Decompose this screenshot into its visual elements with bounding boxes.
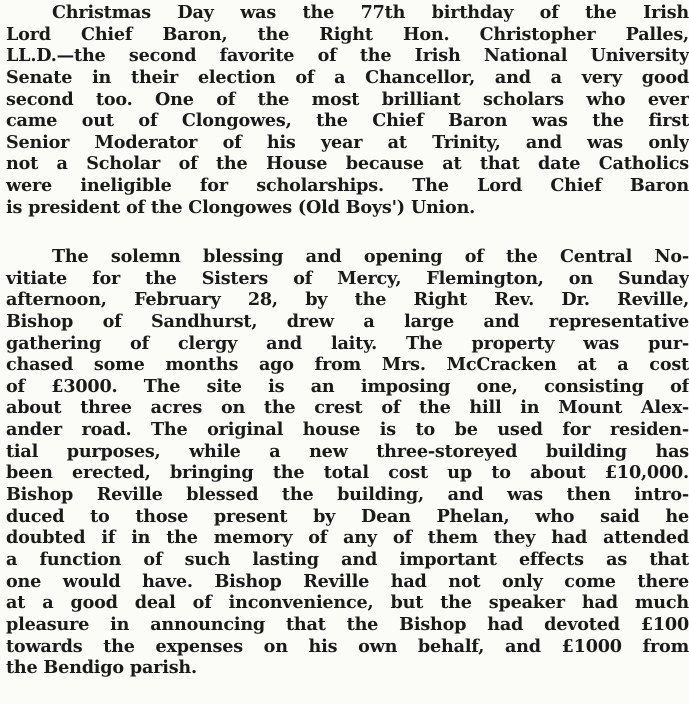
text-line: tial purposes, while a new three-storeyed building has bbox=[6, 440, 689, 462]
text-line: Lord Chief Baron, the Right Hon. Christopher Palles, bbox=[6, 23, 689, 45]
text-line: not a Scholar of the House because at that date Catholics bbox=[6, 153, 689, 175]
text-line: came out of Clongowes, the Chief Baron was the first bbox=[6, 110, 689, 132]
text-line: chased some months ago from Mrs. McCracken at a cost bbox=[6, 354, 689, 376]
text-line: Senior Moderator of his year at Trinity, and was only bbox=[6, 131, 689, 153]
text-line: vitiate for the Sisters of Mercy, Flemington, on Sunday bbox=[6, 267, 689, 289]
text-line: The solemn blessing and opening of the Central No- bbox=[52, 246, 689, 267]
text-line: about three acres on the crest of the hill in Mount Alex- bbox=[6, 397, 689, 419]
text-line: a function of such lasting and important effects as that bbox=[6, 548, 689, 570]
text-line: one would have. Bishop Reville had not only come there bbox=[6, 570, 689, 592]
text-line: LL.D.—the second favorite of the Irish National University bbox=[6, 45, 689, 67]
text-line: afternoon, February 28, by the Right Rev. Dr. Reville, bbox=[6, 289, 689, 311]
text-line: were ineligible for scholarships. The Lord Chief Baron bbox=[6, 175, 689, 197]
text-line: Bishop Reville blessed the building, and was then intro- bbox=[6, 484, 689, 506]
text-line: second too. One of the most brilliant scholars who ever bbox=[6, 88, 689, 110]
paragraph-palles-birthday bbox=[6, 2, 689, 218]
text-line: is president of the Clongowes (Old Boys') Union. bbox=[6, 196, 476, 218]
text-line: at a good deal of inconvenience, but the speaker had much bbox=[6, 592, 689, 614]
text-line: Bishop of Sandhurst, drew a large and representative bbox=[6, 310, 689, 332]
text-line: of £3000. The site is an imposing one, consisting of bbox=[6, 375, 689, 397]
text-line: doubted if in the memory of any of them they had attended bbox=[6, 527, 689, 549]
text-line: Christmas Day was the 77th birthday of the Irish bbox=[52, 2, 689, 23]
text-line: Senate in their election of a Chancellor, and a very good bbox=[6, 66, 689, 88]
paragraph-novitiate-blessing bbox=[6, 246, 689, 679]
text-line: duced to those present by Dean Phelan, who said he bbox=[6, 505, 689, 527]
text-line: the Bendigo parish. bbox=[6, 657, 197, 679]
text-line: gathering of clergy and laity. The property was pur- bbox=[6, 332, 689, 354]
text-line: pleasure in announcing that the Bishop had devoted £100 bbox=[6, 613, 689, 635]
text-line: ander road. The original house is to be used for residen- bbox=[6, 419, 689, 441]
text-line: been erected, bringing the total cost up to about £10,000. bbox=[6, 462, 689, 484]
text-line: towards the expenses on his own behalf, and £1000 from bbox=[6, 635, 689, 657]
